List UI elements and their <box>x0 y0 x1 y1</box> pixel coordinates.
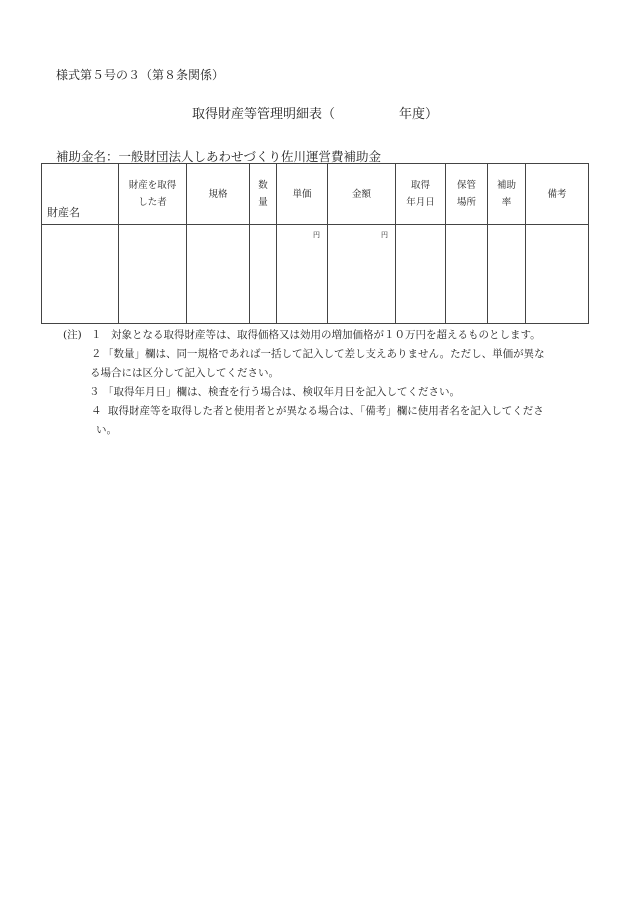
note-item-4-continued <box>63 421 583 440</box>
note-text: 対象となる取得財産等は、取得価格又は効用の増加価格が１０万円を超えるものとします。 <box>111 329 541 341</box>
cell-acquirer[interactable] <box>119 225 187 324</box>
subsidy-name-line: 補助金名：一般財団法人しあわせづくり佐川運営費補助金 <box>56 149 382 164</box>
table-row <box>42 225 589 324</box>
header-acquirer: 財産を取得 した者 <box>119 164 187 225</box>
header-acquisition-date: 取得 年月日 <box>396 164 446 225</box>
title-year: 年度） <box>399 107 439 122</box>
note-text: 取得財産等を取得した者と使用者とが異なる場合は、「備考」欄に使用者名を記入してくださ <box>108 405 544 417</box>
note-text: い。 <box>96 424 117 436</box>
cell-unit-price[interactable] <box>277 225 328 324</box>
header-amount: 金額 <box>328 164 396 225</box>
note-number: ２ <box>91 348 102 360</box>
amount-yen-label: 円 <box>381 231 388 239</box>
header-unit-price: 単価 <box>277 164 328 225</box>
notes-prefix: (注) <box>63 329 82 341</box>
header-specification: 規格 <box>187 164 250 225</box>
header-remarks: 備考 <box>526 164 589 225</box>
note-number: ３ <box>89 386 100 398</box>
note-text: る場合には区分して記入してください。 <box>90 367 279 379</box>
cell-acquisition-date[interactable] <box>396 225 446 324</box>
property-table <box>41 163 589 324</box>
document-title <box>0 103 630 122</box>
cell-subsidy-rate[interactable] <box>488 225 526 324</box>
unit-price-yen-label: 円 <box>313 231 320 239</box>
cell-amount[interactable] <box>328 225 396 324</box>
note-text: 「数量」欄は、同一規格であれば一括して記入して差し支えありません。ただし、単価が異な <box>103 348 545 360</box>
cell-remarks[interactable] <box>526 225 589 324</box>
note-item-3 <box>63 383 583 402</box>
note-item-2-continued <box>63 364 583 383</box>
form-number: 様式第５号の３（第８条関係） <box>56 68 225 82</box>
note-number: ４ <box>91 405 102 417</box>
note-text: 「取得年月日」欄は、検査を行う場合は、検収年月日を記入してください。 <box>103 386 460 398</box>
cell-storage-location[interactable] <box>446 225 488 324</box>
cell-quantity[interactable] <box>250 225 277 324</box>
header-property-name: 財産名 <box>42 164 119 225</box>
note-item-4 <box>63 402 583 421</box>
notes-section <box>63 326 583 440</box>
header-storage-location: 保管 場所 <box>446 164 488 225</box>
header-subsidy-rate: 補助 率 <box>488 164 526 225</box>
header-quantity: 数 量 <box>250 164 277 225</box>
cell-specification[interactable] <box>187 225 250 324</box>
title-main: 取得財産等管理明細表（ <box>191 107 335 122</box>
note-number: １ <box>91 329 102 341</box>
note-item-2 <box>63 345 583 364</box>
table-header-row <box>42 164 589 225</box>
note-item-1 <box>63 326 583 345</box>
cell-property-name[interactable] <box>42 225 119 324</box>
